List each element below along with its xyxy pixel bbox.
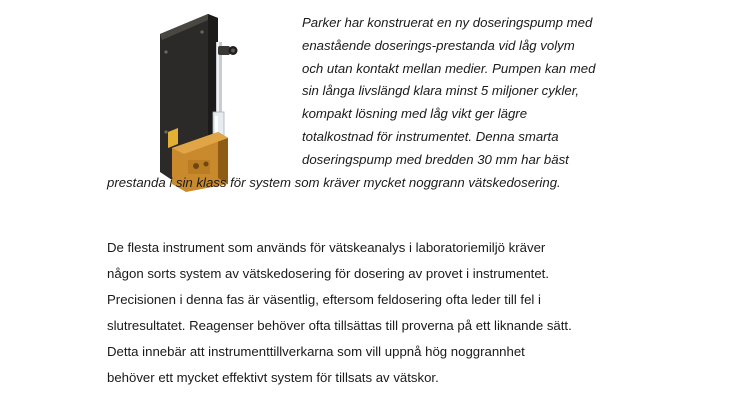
- intro-line: och utan kontakt mellan medier. Pumpen kan med: [302, 60, 596, 76]
- intro-line: Parker har konstruerat en ny doseringspump med: [302, 15, 593, 30]
- intro-line: doseringspump med bredden 30 mm har bäst: [302, 151, 569, 167]
- body-line: slutresultatet. Reagenser behöver ofta tillsättas till proverna på ett liknande sätt.: [107, 318, 572, 333]
- body-line: behöver ett mycket effektivt system för tillsats av vätskor.: [107, 370, 439, 385]
- body-paragraph: [107, 235, 667, 391]
- intro-line: totalkostnad för instrumentet. Denna smarta: [302, 128, 559, 144]
- intro-paragraph: [107, 12, 667, 194]
- intro-line: kompakt lösning med låg vikt ger lägre: [302, 106, 528, 122]
- body-line: någon sorts system av vätskedosering för dosering av provet i instrumentet.: [107, 266, 549, 281]
- intro-line: sin långa livslängd klara minst 5 miljoner cykler,: [302, 83, 580, 99]
- intro-line: prestanda i sin klass för system som kräver mycket noggrann vätskedosering.: [107, 174, 561, 190]
- body-line: Precisionen i denna fas är väsentlig, eftersom feldosering ofta leder till fel i: [107, 292, 541, 307]
- body-line: Detta innebär att instrumenttillverkarna som vill uppnå hög noggrannhet: [107, 344, 525, 359]
- body-line: De flesta instrument som används för vätskeanalys i laboratoriemiljö kräver: [107, 240, 546, 255]
- intro-line: enastående doserings-prestanda vid låg volym: [302, 37, 575, 53]
